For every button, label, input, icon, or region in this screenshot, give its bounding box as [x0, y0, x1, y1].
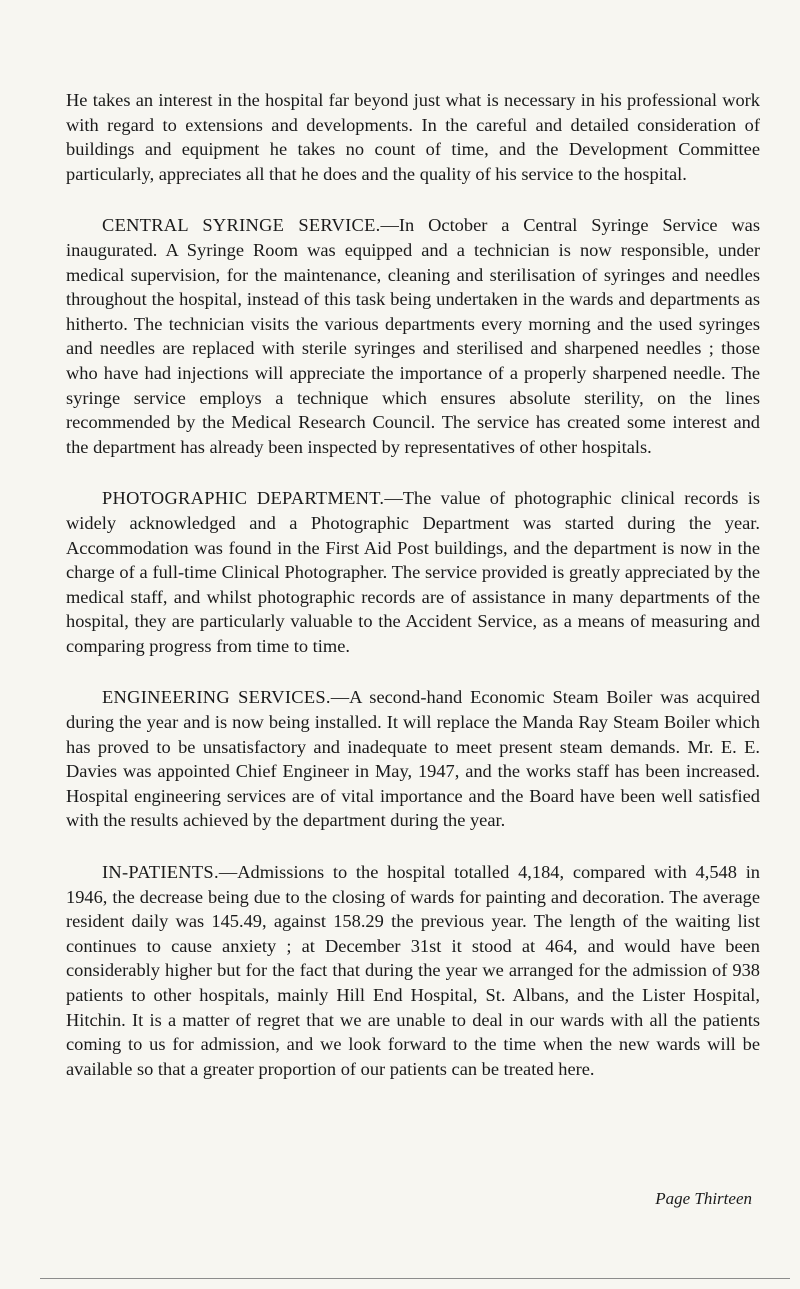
paragraph-intro: [66, 88, 760, 186]
page-edge-rule: [40, 1278, 790, 1279]
paragraph-text: —Admissions to the hospital totalled 4,184, compared with 4,548 in 1946, the decrease being due to the closing of wards for painting and decoration. The average resident daily was 145.49, against 158.29 the previous year. The length of the waiting list continues to cause anxiety ; at December 31st it stood at 464, and would have been considerably higher but for the fact that during the year we arranged for the admission of 938 patients to other hospitals, mainly Hill End Hospital, St. Albans, and the Lister Hospital, Hitchin. It is a matter of regret that we are unable to deal in our wards with all the patients coming to us for admission, and we look forward to the time when the new wards will be available so that a greater proportion of our patients can be treated here.: [66, 862, 760, 1079]
paragraph-text: He takes an interest in the hospital far beyond just what is necessary in his professional work with regard to extensions and developments. In the careful and detailed consideration of buildings and equipment he takes no count of time, and the Development Committee particularly, appreciates all that he does and the quality of his service to the hospital.: [66, 90, 760, 184]
paragraph-text: —A second-hand Economic Steam Boiler was acquired during the year and is now being installed. It will replace the Manda Ray Steam Boiler which has proved to be unsatisfactory and inadequate to meet present steam demands. Mr. E. E. Davies was appointed Chief Engineer in May, 1947, and the works staff has been increased. Hospital engineering services are of vital importance and the Board have been well satisfied with the results achieved by the department during the year.: [66, 687, 760, 831]
section-heading: CENTRAL SYRINGE SERVICE.: [102, 215, 381, 236]
page-number: Page Thirteen: [655, 1189, 752, 1208]
paragraph-photographic-department: [66, 486, 760, 658]
document-body: [66, 88, 760, 1108]
paragraph-in-patients: [66, 860, 760, 1081]
paragraph-text: —In October a Central Syringe Service was inaugurated. A Syringe Room was equipped and a technician is now responsible, under medical supervision, for the maintenance, cleaning and sterilisation of syringes and needles throughout the hospital, instead of this task being undertaken in the wards and departments as hitherto. The technician visits the various departments every morning and the used syringes and needles are replaced with sterile syringes and sterilised and sharpened needles ; those who have had injections will appreciate the importance of a properly sharpened needle. The syringe service employs a technique which ensures absolute sterility, on the lines recommended by the Medical Research Council. The service has created some interest and the department has already been inspected by representatives of other hospitals.: [66, 215, 760, 457]
paragraph-central-syringe-service: [66, 213, 760, 459]
paragraph-engineering-services: [66, 685, 760, 833]
section-heading: ENGINEERING SERVICES.: [102, 687, 331, 708]
section-heading: IN-PATIENTS.: [102, 862, 219, 883]
section-heading: PHOTOGRAPHIC DEPARTMENT.: [102, 488, 385, 509]
paragraph-text: —The value of photographic clinical records is widely acknowledged and a Photographic Department was started during the year. Accommodation was found in the First Aid Post buildings, and the department is now in the charge of a full-time Clinical Photographer. The service provided is greatly appreciated by the medical staff, and whilst photographic records are of assistance in many departments of the hospital, they are particularly valuable to the Accident Service, as a means of measuring and comparing progress from time to time.: [66, 488, 761, 656]
